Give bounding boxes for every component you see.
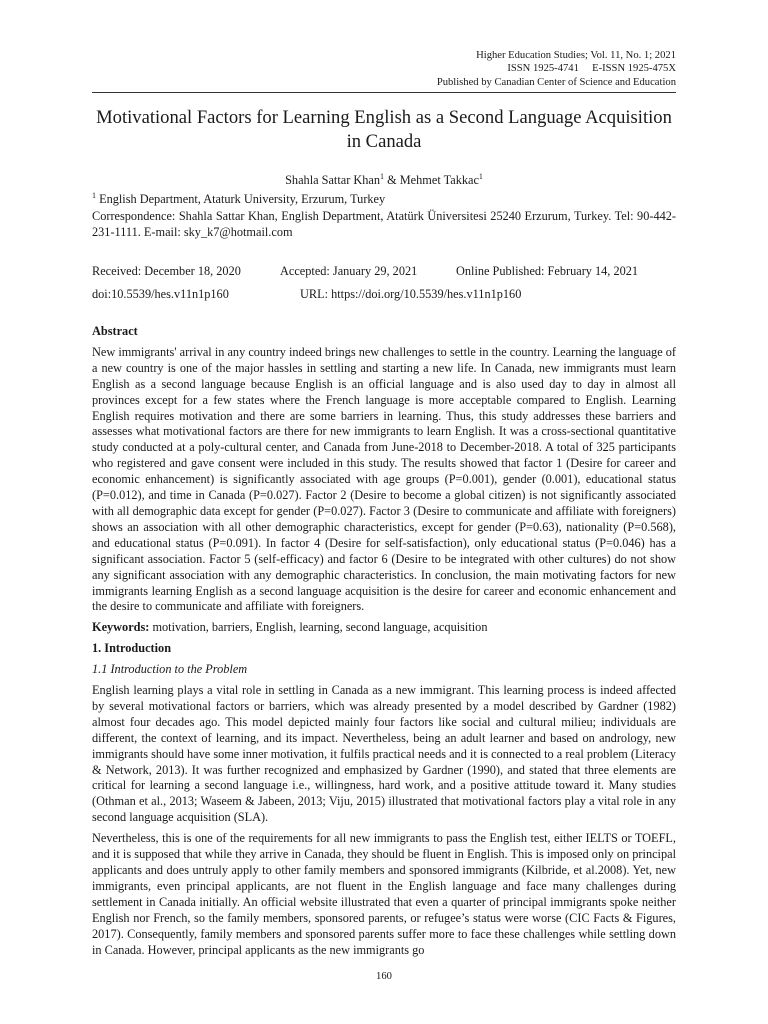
- publication-dates: [92, 264, 676, 280]
- abstract-text: New immigrants' arrival in any country indeed brings new challenges to settle in the country. Learning the language of a new country is one of the major hassles in settling and starting a new life. In Canada, new immigrants must learn English as a second language because English is an official language and is also used day to day in almost all provinces except for a few states where the French language is more acceptable compared to English. Learning English requires motivation and there are some barriers in learning. Thus, this study addresses these barriers and assesses what motivational factors are there for new immigrants to learn English. It was a cross-sectional quantitative study conducted at a poly-cultural center, and Canada from June-2018 to December-2018. A total of 325 participants who registered and gave consent were included in this study. The results showed that factor 1 (Desire for career and economic enhancement) is significantly associated with age groups (P=0.001), gender (0.001), educational status (P=0.012), and time in Canada (P=0.027). Factor 2 (Desire to become a global citizen) is not significantly associated with all demographic data except for gender (P=0.027). Factor 3 (Desire to communicate and affiliate with foreigners) shows an association with all other demographic characteristics, except for gender (P=0.63), nationality (P=0.568), and educational status (P=0.091). In factor 4 (Desire for self-satisfaction), only educational status (P=0.046) has a significant association. Factor 5 (self-efficacy) and factor 6 (Desire to be integrated with other cultures) do not show any significant association with any demographic characteristics. In conclusion, the main motivating factors for new immigrants learning English as a second language acquisition is the desire for career and economic enhancement and the desire to communicate and affiliate with foreigners.: [92, 344, 676, 614]
- doi: doi:10.5539/hes.v11n1p160: [92, 287, 229, 301]
- affiliation-mark: 1: [92, 191, 96, 200]
- affiliation: [92, 188, 676, 208]
- abstract-heading: Abstract: [92, 324, 138, 338]
- journal-publisher: Published by Canadian Center of Science and Education: [436, 76, 676, 88]
- journal-header: [437, 49, 676, 89]
- correspondence: Correspondence: Shahla Sattar Khan, English Department, Atatürk Üniversitesi 25240 Erzurum, Turkey. Tel: 90-442-231-1111. E-mail: sky_k7@hotmail.com: [92, 209, 676, 239]
- affiliation-text: English Department, Ataturk University, Erzurum, Turkey: [96, 192, 386, 207]
- received-date: Received: December 18, 2020: [92, 264, 241, 278]
- keywords-label: Keywords:: [92, 620, 150, 635]
- author-list: [92, 169, 676, 189]
- introduction-heading: 1. Introduction: [92, 641, 172, 656]
- paper-title: Motivational Factors for Learning English as a Second Language Acquisition in Canada: [96, 107, 672, 152]
- subsection-heading: 1.1 Introduction to the Problem: [92, 662, 248, 677]
- keywords-text: motivation, barriers, English, learning, second language, acquisition: [149, 620, 488, 635]
- keywords: [92, 620, 676, 636]
- introduction-paragraph: Nevertheless, this is one of the requirements for all new immigrants to pass the English test, either IELTS or TOEFL, and it is supposed that while they arrive in Canada, they should be fluent in English. This is imposed only on principal applicants and does untruly apply to other family members and sponsored immigrants (Kilbride, et al.2008). Yet, new immigrants, even principal applicants, are not fluent in the English language and face many challenges during settlement in Canada initially. An official website illustrated that even a quarter of principal immigrants spoke neither English nor French, so the family members, sponsored parents, or refugee’s status were worse (CIC Facts & Figures, 2017). Consequently, family members and sponsored parents suffer more to face these challenges while settling down in Canada. However, principal applicants as the new immigrants go: [92, 831, 676, 957]
- author-affiliation-mark: 1: [478, 172, 483, 181]
- doi-url-link[interactable]: URL: https://doi.org/10.5539/hes.v11n1p160: [300, 287, 522, 301]
- accepted-date: Accepted: January 29, 2021: [280, 264, 418, 278]
- doi-line: [92, 287, 676, 303]
- author-affiliation-mark: 1: [380, 172, 385, 181]
- author-name: Mehmet Takkac: [399, 173, 479, 188]
- author-separator: &: [384, 173, 400, 188]
- introduction-paragraph: English learning plays a vital role in settling in Canada as a new immigrant. This learning process is indeed affected by several motivational factors or barriers, which was already presented by a model described by Gardner (1982) almost four decades ago. This model depicted mainly four factors like social and cultural milieu; individuals are different, the context of learning, and its impact. Nevertheless, being an adult learner and based on andrology, new immigrants should have some inner motivation, it fulfils practical needs and it is connected to a real problem (Literacy & Network, 2013). It was further recognized and emphasized by Gardner (1990), and stated that three elements are critical for learning a second language i.e., willingness, hard work, and a positive attitude toward it. Many studies (Othman et al., 2013; Waseem & Jabeen, 2013; Viju, 2015) illustrated that motivational factors play a vital role in any second language acquisition (SLA).: [92, 683, 676, 825]
- published-date: Online Published: February 14, 2021: [456, 264, 639, 278]
- journal-issn: ISSN 1925-4741 E-ISSN 1925-475X: [507, 63, 676, 75]
- page-number: 160: [376, 971, 392, 982]
- header-divider: [92, 92, 676, 93]
- paper-body: [92, 324, 676, 963]
- journal-volume: Higher Education Studies; Vol. 11, No. 1; 2021: [476, 50, 676, 61]
- author-name: Shahla Sattar Khan: [285, 173, 381, 188]
